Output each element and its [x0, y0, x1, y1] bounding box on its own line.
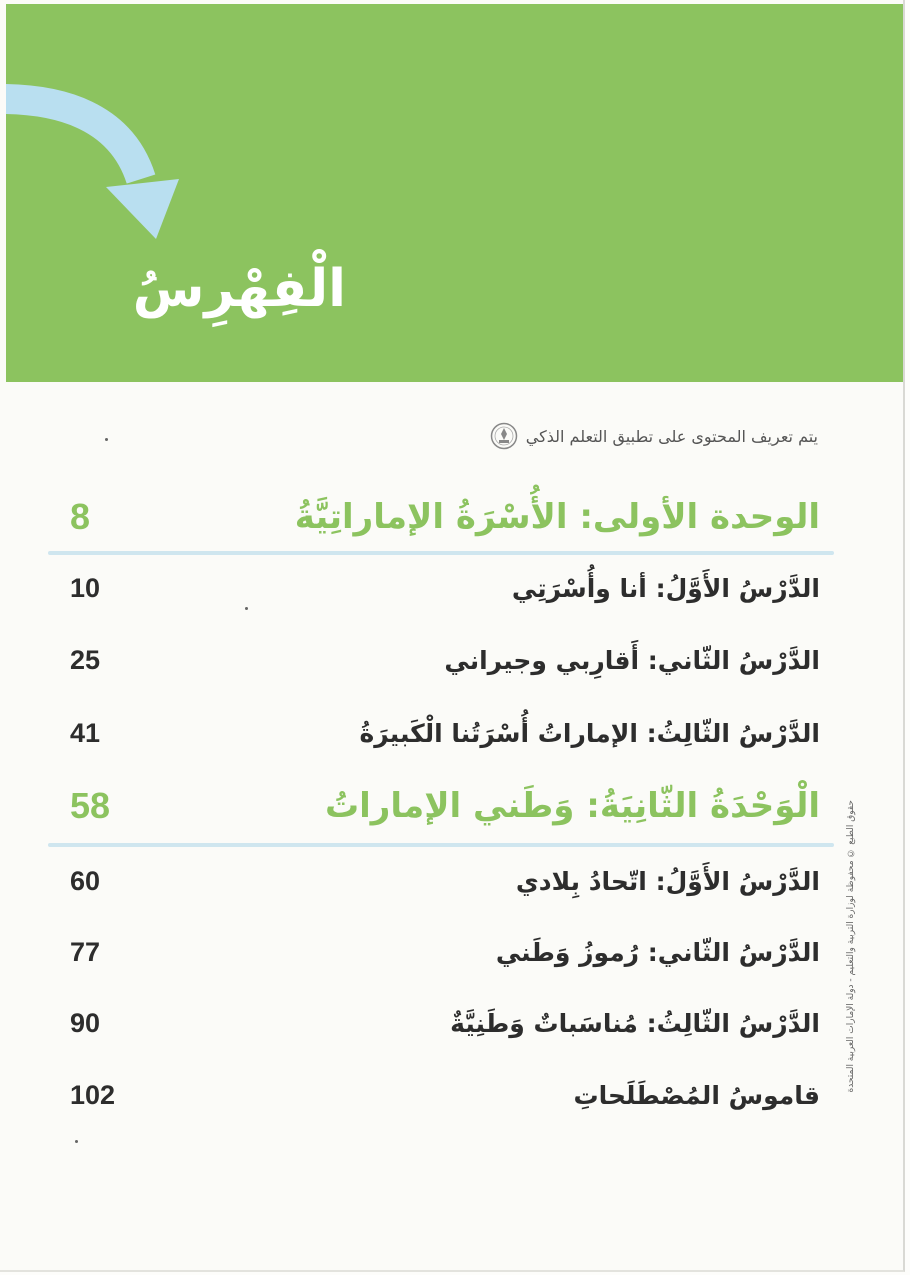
curved-arrow-icon	[6, 4, 206, 264]
scan-speck	[75, 1140, 78, 1143]
toc-lesson-title: الدَّرْسُ الثّاني: رُموزُ وَطَني	[495, 938, 820, 967]
toc-lesson-2-3[interactable]	[70, 1008, 820, 1039]
toc-page-number: 90	[70, 1008, 101, 1038]
toc-lesson-1-3[interactable]	[70, 718, 820, 749]
toc-glossary[interactable]	[70, 1080, 820, 1111]
toc-page-number: 41	[70, 718, 101, 748]
toc-lesson-1-1[interactable]	[70, 573, 820, 604]
scan-speck	[245, 607, 248, 610]
note-text: يتم تعريف المحتوى على تطبيق التعلم الذكي	[525, 426, 818, 446]
copyright-vertical-text: حقوق الطبع © محفوظة لوزارة التربية والتعليم - دولة الإمارات العربية المتحدة	[846, 800, 856, 1093]
toc-page-number: 77	[70, 937, 101, 967]
toc-page-number: 10	[70, 573, 101, 603]
toc-lesson-2-1[interactable]	[70, 866, 820, 897]
unit-divider	[48, 843, 834, 847]
toc-unit-title: الوحدة الأولى: الأُسْرَةُ الإماراتِيَّةُ	[294, 497, 820, 537]
unit-divider	[48, 551, 834, 555]
toc-lesson-1-2[interactable]	[70, 645, 820, 676]
emblem-seal-icon	[490, 422, 518, 450]
toc-lesson-title: الدَّرْسُ الثّاني: أَقارِبي وجيراني	[444, 646, 820, 675]
toc-unit-1[interactable]	[70, 496, 820, 538]
toc-page-number: 25	[70, 645, 101, 675]
toc-lesson-title: الدَّرْسُ الثّالِثُ: الإماراتُ أُسْرَتُنا الْكَبيرَةُ	[359, 719, 820, 748]
toc-glossary-title: قاموسُ المُصْطَلَحاتِ	[573, 1081, 820, 1110]
scan-speck	[105, 438, 108, 441]
toc-unit-title: الْوَحْدَةُ الثّانِيَةُ: وَطَني الإماراتُ	[324, 786, 820, 826]
toc-lesson-title: الدَّرْسُ الأَوَّلُ: أنا وأُسْرَتِي	[511, 574, 820, 603]
toc-page-number: 60	[70, 866, 101, 896]
page-title: الْفِهْرِسُ	[132, 259, 346, 319]
toc-lesson-title: الدَّرْسُ الثّالِثُ: مُناسَباتٌ وَطَنِيَّةٌ	[450, 1009, 820, 1038]
toc-lesson-2-2[interactable]	[70, 937, 820, 968]
toc-page-number: 8	[70, 496, 91, 537]
toc-page-number: 58	[70, 785, 111, 826]
smart-app-note	[490, 422, 818, 450]
toc-unit-2[interactable]	[70, 785, 820, 827]
toc-page-number: 102	[70, 1080, 116, 1110]
header-banner	[6, 4, 903, 382]
toc-lesson-title: الدَّرْسُ الأَوَّلُ: اتّحادُ بِلادي	[515, 867, 820, 896]
